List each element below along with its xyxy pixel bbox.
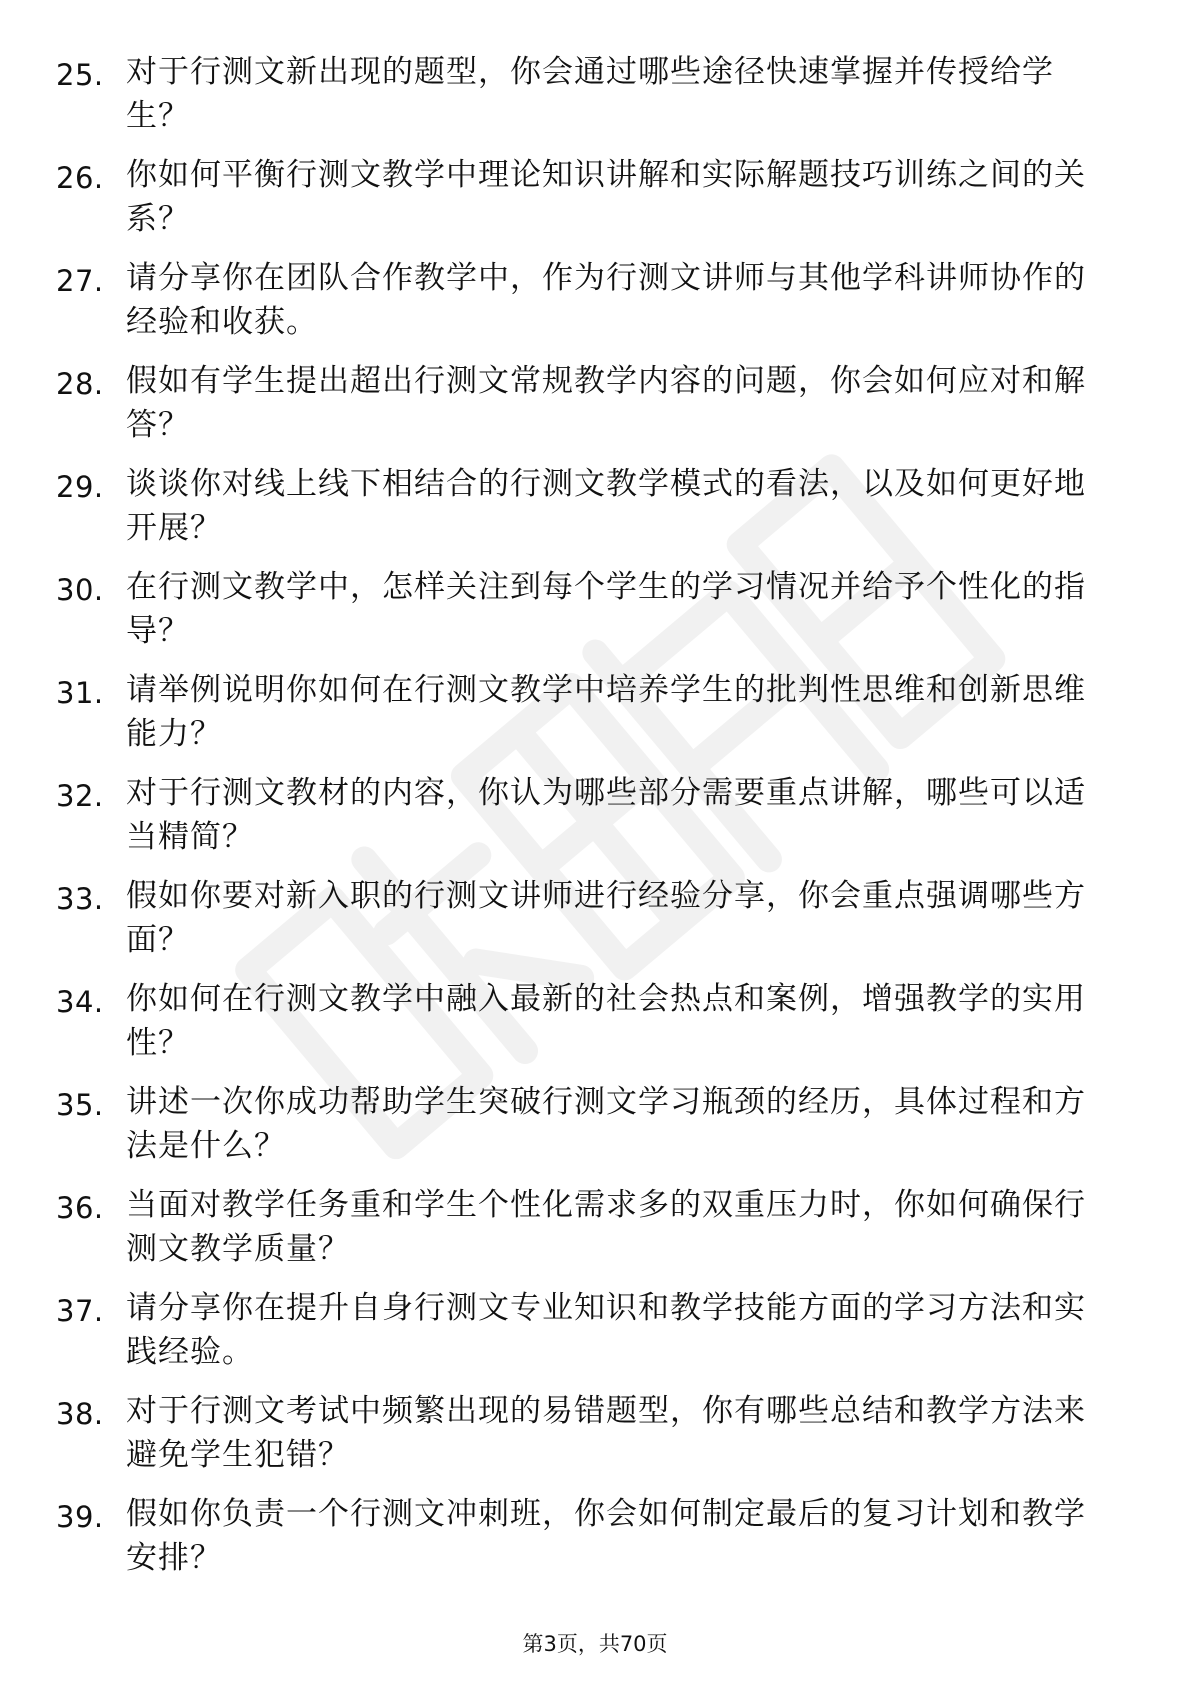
question-item bbox=[0, 1080, 1190, 1183]
question-number: 30. bbox=[56, 573, 104, 607]
question-item bbox=[0, 771, 1190, 874]
question-text: 你如何在行测文教学中融入最新的社会热点和案例，增强教学的实用性？ bbox=[126, 981, 1086, 1061]
question-number: 37. bbox=[56, 1294, 104, 1328]
question-item bbox=[0, 1492, 1190, 1595]
question-text: 假如你负责一个行测文冲刺班，你会如何制定最后的复习计划和教学安排？ bbox=[126, 1496, 1086, 1576]
question-text: 当面对教学任务重和学生个性化需求多的双重压力时，你如何确保行测文教学质量？ bbox=[126, 1187, 1086, 1267]
question-item bbox=[0, 153, 1190, 256]
question-item bbox=[0, 50, 1190, 153]
question-number: 34. bbox=[56, 985, 104, 1019]
question-number: 31. bbox=[56, 676, 104, 710]
question-number: 38. bbox=[56, 1397, 104, 1431]
question-number: 33. bbox=[56, 882, 104, 916]
question-number: 39. bbox=[56, 1500, 104, 1534]
question-number: 35. bbox=[56, 1088, 104, 1122]
question-list bbox=[0, 50, 1190, 1595]
question-number: 32. bbox=[56, 779, 104, 813]
question-item bbox=[0, 1389, 1190, 1492]
question-item bbox=[0, 1183, 1190, 1286]
question-number: 25. bbox=[56, 58, 104, 92]
question-item bbox=[0, 256, 1190, 359]
question-item bbox=[0, 462, 1190, 565]
question-text: 对于行测文教材的内容，你认为哪些部分需要重点讲解，哪些可以适当精简？ bbox=[126, 775, 1086, 855]
question-number: 29. bbox=[56, 470, 104, 504]
question-item bbox=[0, 1286, 1190, 1389]
question-text: 谈谈你对线上线下相结合的行测文教学模式的看法，以及如何更好地开展？ bbox=[126, 466, 1086, 546]
question-number: 27. bbox=[56, 264, 104, 298]
question-text: 请举例说明你如何在行测文教学中培养学生的批判性思维和创新思维能力？ bbox=[126, 672, 1086, 752]
question-text: 在行测文教学中，怎样关注到每个学生的学习情况并给予个性化的指导？ bbox=[126, 569, 1086, 649]
question-item bbox=[0, 668, 1190, 771]
question-number: 36. bbox=[56, 1191, 104, 1225]
question-text: 对于行测文新出现的题型，你会通过哪些途径快速掌握并传授给学生？ bbox=[126, 54, 1054, 134]
question-item bbox=[0, 977, 1190, 1080]
question-number: 28. bbox=[56, 367, 104, 401]
question-text: 请分享你在团队合作教学中，作为行测文讲师与其他学科讲师协作的经验和收获。 bbox=[126, 260, 1086, 340]
question-text: 假如你要对新入职的行测文讲师进行经验分享，你会重点强调哪些方面？ bbox=[126, 878, 1086, 958]
question-text: 对于行测文考试中频繁出现的易错题型，你有哪些总结和教学方法来避免学生犯错？ bbox=[126, 1393, 1086, 1473]
question-text: 讲述一次你成功帮助学生突破行测文学习瓶颈的经历，具体过程和方法是什么？ bbox=[126, 1084, 1086, 1164]
page-footer: 第3页，共70页 bbox=[522, 1632, 668, 1656]
question-text: 请分享你在提升自身行测文专业知识和教学技能方面的学习方法和实践经验。 bbox=[126, 1290, 1086, 1370]
question-text: 你如何平衡行测文教学中理论知识讲解和实际解题技巧训练之间的关系？ bbox=[126, 157, 1086, 237]
question-item bbox=[0, 874, 1190, 977]
question-item bbox=[0, 359, 1190, 462]
question-item bbox=[0, 565, 1190, 668]
question-number: 26. bbox=[56, 161, 104, 195]
question-text: 假如有学生提出超出行测文常规教学内容的问题，你会如何应对和解答？ bbox=[126, 363, 1086, 443]
